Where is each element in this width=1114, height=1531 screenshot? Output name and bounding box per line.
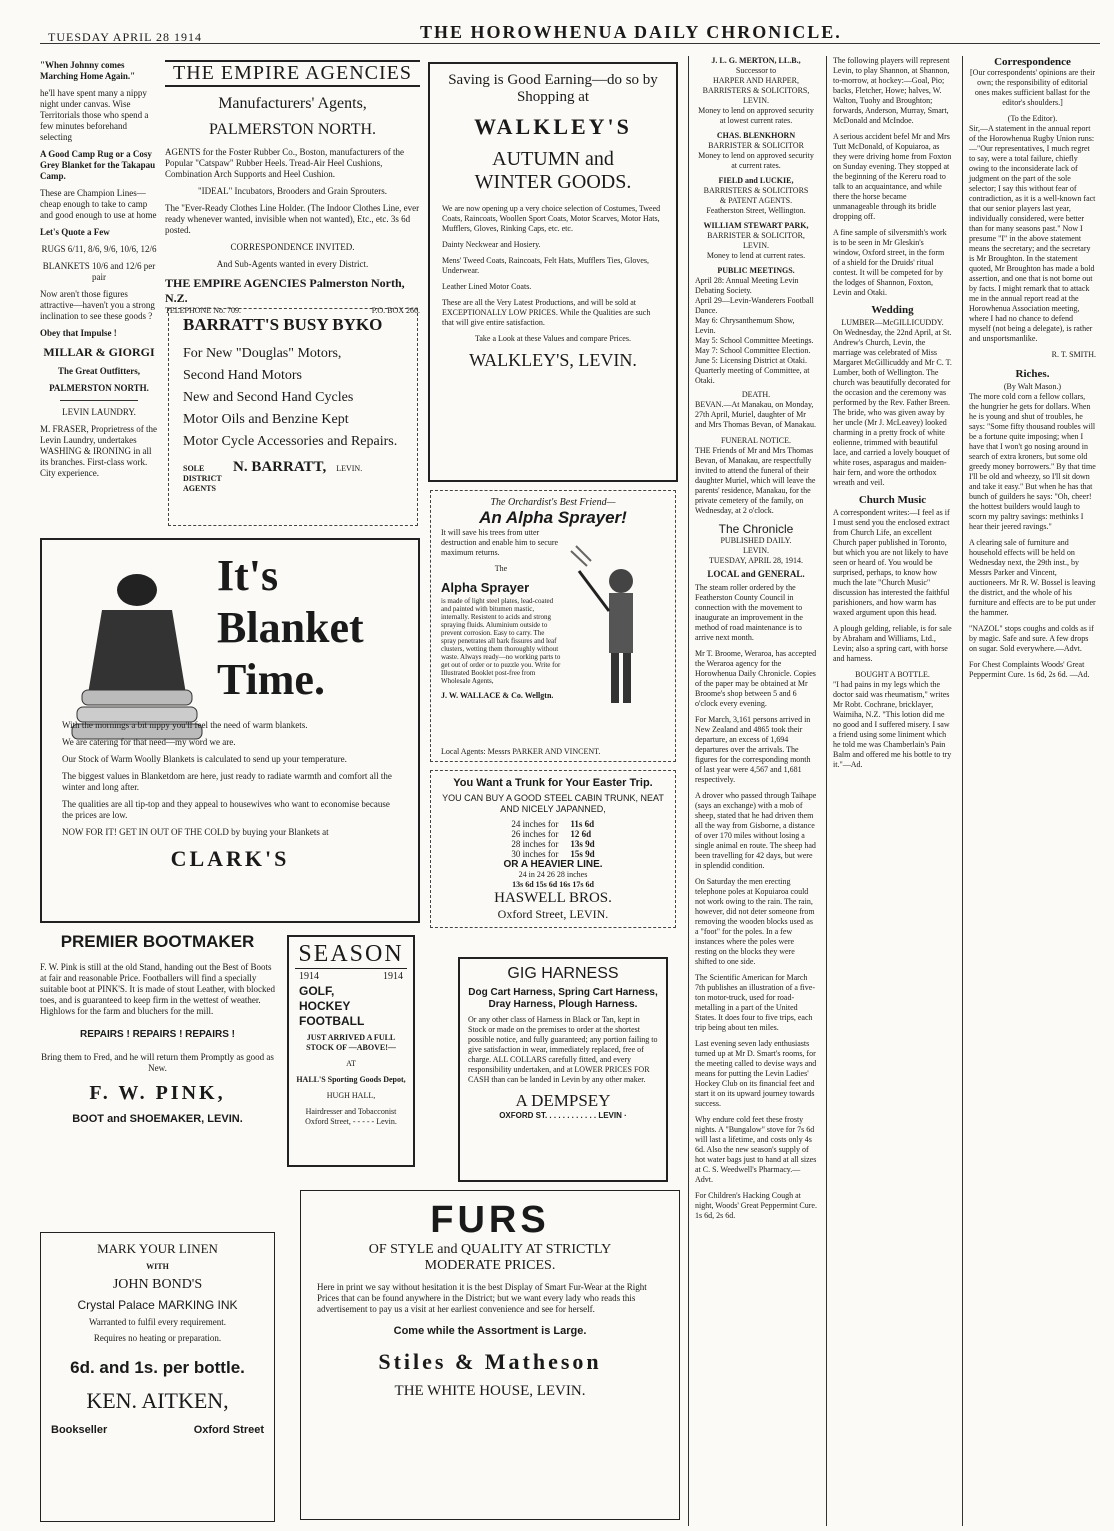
empire-correspondence: CORRESPONDENCE INVITED. bbox=[230, 242, 355, 252]
premier-bring: Bring them to Fred, and he will return them Promptly as good as New. bbox=[41, 1052, 274, 1073]
empire-phone: TELEPHONE No. 709. bbox=[165, 306, 241, 315]
trunk-price: 15s 9d bbox=[570, 849, 595, 859]
linen-line-6: Requires no heating or preparation. bbox=[93, 1333, 222, 1343]
church-music-body: A correspondent writes:—I feel as if I must send you the enclosed extract from Church Life, an excellent Church paper published in Toronto, but which you are not likely to have seen or heard of. You would be surprised, perhaps, to know how much the late "Church Music" discussion has interested the faithful parishioners, and how warm has waxed argument upon this head. bbox=[833, 508, 950, 617]
table-row bbox=[505, 839, 600, 849]
trunk-size: 26 inches for bbox=[511, 829, 559, 839]
local-para-2: Mr T. Broome, Weraroa, has accepted the Weraroa agency for the Horowhenua Daily Chronicle. Copies of the paper may be obtained at Mr Broome's shop between 5 and 6 o'clock every evening. bbox=[695, 649, 817, 708]
barratt-lines bbox=[183, 343, 403, 453]
trunk-price: 13s 9d bbox=[570, 839, 595, 849]
local-para-5: On Saturday the men erecting telephone poles at Kopuiaroa could not work owing to the rain. The rain, however, did not deter someone from removing the wooden blocks used as a "foot" for the poles. In a few instances where the poles were resting on the blocks they were shifted to one side. bbox=[695, 877, 815, 966]
column-legal-local bbox=[688, 56, 823, 1526]
furs-firm: Stiles & Matheson bbox=[378, 1349, 602, 1374]
column-correspondence bbox=[962, 56, 1102, 1526]
funeral-notice: THE Friends of Mr and Mrs Thomas Bevan, of Manakau, are respectfully invited to attend the funeral of their daughter Muriel, which will leave the parents' residence, Manakau, for the private cemetery of the family, on Wednesday, at 2 o'clock. bbox=[695, 446, 816, 515]
clarks-name: CLARK'S bbox=[170, 846, 290, 871]
masthead-title: THE HOROWHENUA DAILY CHRONICLE. bbox=[420, 22, 842, 42]
death-notice: BEVAN.—At Manakau, on Monday, 27th April, Muriel, daughter of Mr and Mrs Thomas Bevan, of Manakau. bbox=[695, 400, 816, 429]
merton-line-6: Money to lend on approved security at lowest current rates. bbox=[698, 106, 814, 125]
walkley-para-2: Dainty Neckwear and Hosiery. bbox=[442, 240, 541, 249]
blanket-para-5: The qualities are all tip-top and they appeal to housewives who want to economise because the prices are low. bbox=[62, 799, 390, 820]
plough-ad: A plough gelding, reliable, is for sale by Abraham and Williams, Ltd., Levin; also a spring cart, with horse and harness. bbox=[833, 624, 952, 663]
merton-line-3: HARPER AND HARPER, bbox=[712, 76, 799, 85]
table-row bbox=[505, 849, 600, 859]
blanket-para-2: We are catering for that need—my word we are. bbox=[62, 737, 236, 747]
list-item: June 5: Licensing District at Otaki. Quarterly meeting of Committee, at Otaki. bbox=[695, 356, 810, 385]
gig-name: A DEMPSEY bbox=[515, 1091, 611, 1110]
walkley-footer: WALKLEY'S, LEVIN. bbox=[469, 350, 637, 370]
season-name: HUGH HALL, bbox=[326, 1091, 376, 1100]
barratt-line-1: For New "Douglas" Motors, bbox=[183, 346, 342, 361]
merton-card bbox=[695, 56, 817, 126]
table-row bbox=[505, 819, 600, 829]
linen-footer bbox=[51, 1424, 264, 1436]
list-item: April 29—Levin-Wanderers Football Dance. bbox=[695, 296, 814, 315]
blanket-para-4: The biggest values in Blanketdom are here, just ready to radiate warmth and comfort all the winter and long after. bbox=[62, 771, 392, 792]
blanket-para-1: With the mornings a bit nippy you'll feel the need of warm blankets. bbox=[62, 720, 308, 730]
alpha-name: Alpha Sprayer bbox=[441, 580, 530, 595]
barratt-byko-ad bbox=[168, 308, 418, 526]
bungalow-ad: Why endure cold feet these frosty nights. A "Bungalow" stove for 7s 6d will last a lifetime, and costs only 4s 6d. Also the new season's supply of hot water bags just to hand at all sizes at C. S. Weedwell's Pharmacy.—Advt. bbox=[695, 1115, 817, 1184]
alpha-sub: The bbox=[494, 564, 508, 573]
linen-line-2: WITH bbox=[146, 1262, 169, 1271]
death-title: DEATH. bbox=[741, 390, 771, 399]
local-para-3: For March, 3,161 persons arrived in New Zealand and 4865 took their departure, an excess of 1,694 departures over the arrivals. The figures for the corresponding month of last year were 4,567 and 1,681 respectively. bbox=[695, 715, 811, 784]
merton-line-1: J. L. G. MERTON, LL.B., bbox=[711, 56, 801, 65]
walkley-para-6: Take a Look at these Values and compare Prices. bbox=[475, 334, 631, 343]
park-line-2: BARRISTER & SOLICITOR, bbox=[707, 231, 805, 240]
johnny-heading: "When Johnny comes Marching Home Again." bbox=[40, 60, 136, 81]
linen-line-4: Crystal Palace MARKING INK bbox=[77, 1298, 238, 1312]
marking-ink-ad bbox=[40, 1232, 275, 1522]
bought-bottle-title: BOUGHT A BOTTLE. bbox=[855, 670, 930, 679]
walkley-headline: Saving is Good Earning—do so by Shopping at bbox=[448, 72, 658, 105]
quote-heading: Let's Quote a Few bbox=[40, 227, 110, 237]
season-year-1: 1914 bbox=[299, 971, 319, 982]
season-arrived: JUST ARRIVED A FULL STOCK OF —ABOVE!— bbox=[306, 1033, 396, 1052]
empire-body-1: AGENTS for the Foster Rubber Co., Boston, manufacturers of the Popular "Catspaw" Rubber Heels. Tread-Air Heel Cushions, Combination Arch Supports and Heel Cushion. bbox=[165, 147, 404, 179]
walkley-season-2: WINTER GOODS. bbox=[474, 171, 632, 193]
empire-body-3: The "Ever-Ready Clothes Line Holder. (The Indoor Clothes Line, ever ready whenever wanted, invisible when not wanted), Etc., etc. 3s 6d posted. bbox=[165, 203, 420, 235]
table-row bbox=[505, 829, 600, 839]
news-para-2: A serious accident befel Mr and Mrs Tutt McDonald, of Kopuiaroa, as they were driving home from Foxton on Sunday evening. They stopped at the beginning of the Kereru road to talk to an acquaintance, and while there the horse became unmanageable through its bridle dropping off. bbox=[833, 132, 952, 221]
blanket-title-2: Blanket bbox=[217, 603, 364, 652]
firm-name: MILLAR & GIORGI bbox=[43, 345, 155, 359]
barratt-line-5: Motor Cycle Accessories and Repairs. bbox=[183, 434, 398, 449]
letter-signature: R. T. SMITH. bbox=[1051, 350, 1096, 359]
trunk-price: 11s 6d bbox=[570, 819, 595, 829]
barratt-town: LEVIN. bbox=[336, 464, 363, 473]
blankets-prices: BLANKETS 10/6 and 12/6 per pair bbox=[42, 261, 156, 282]
riches-byline: (By Walt Mason.) bbox=[1003, 382, 1062, 391]
premier-repairs: REPAIRS ! REPAIRS ! REPAIRS ! bbox=[79, 1029, 235, 1040]
blanket-headline bbox=[217, 550, 364, 706]
trunk-ad bbox=[430, 770, 676, 928]
blanket-time-ad bbox=[40, 538, 420, 923]
linen-name: KEN. AITKEN, bbox=[86, 1388, 229, 1413]
linen-price: 6d. and 1s. per bottle. bbox=[70, 1358, 245, 1377]
field-line-1: FIELD and LUCKIE, bbox=[718, 176, 794, 185]
laundry-title: LEVIN LAUNDRY. bbox=[62, 407, 136, 417]
chest-ad: For Chest Complaints Woods' Great Peppermint Cure. 1s 6d, 2s 6d. —Ad. bbox=[969, 660, 1090, 679]
gig-subtitle: Dog Cart Harness, Spring Cart Harness, Dray Harness, Plough Harness. bbox=[468, 987, 658, 1010]
barratt-line-2: Second Hand Motors bbox=[183, 368, 302, 383]
local-para-6: The Scientific American for March 7th publishes an illustration of a five-ton motor-truck, used for road-metalling in a part of the United States. It does four to five trips, each trip being about ten miles. bbox=[695, 973, 815, 1032]
trunk-address: Oxford Street, LEVIN. bbox=[497, 907, 609, 921]
season-year-2: 1914 bbox=[383, 971, 403, 982]
furs-subtitle-2: MODERATE PRICES. bbox=[424, 1258, 556, 1273]
issue-date: TUESDAY APRIL 28 1914 bbox=[48, 30, 203, 44]
alpha-title: An Alpha Sprayer! bbox=[479, 508, 627, 527]
premier-trade: BOOT and SHOEMAKER, LEVIN. bbox=[72, 1113, 243, 1125]
list-item: April 28: Annual Meeting Levin Debating Society. bbox=[695, 276, 799, 295]
riches-body: The more cold corn a fellow collars, the hungrier he gets for dollars. When he is young and shut of troubles, he says: "Some fifty thousand roubles will be a fortune quite imposing; when I have that I won't go nosing around in search of extra kroners, but some old greedy money borrowers." By that time I'll be old and wheezy, so I'll sit down and take it easy." But when he has that bunch of guilders he says: "Oh, cheer! the hottest builders would laugh to scorn my paltry savings: methinks I hear their jeered ravings." bbox=[969, 392, 1096, 531]
barratt-title: BARRATT'S BUSY BYKO bbox=[183, 315, 383, 334]
empire-title: THE EMPIRE AGENCIES bbox=[165, 60, 420, 87]
wedding-title: Wedding bbox=[871, 304, 914, 316]
gig-address: OXFORD ST. . . . . . . . . . . . LEVIN · bbox=[499, 1111, 627, 1120]
blanket-body bbox=[62, 720, 398, 872]
merton-line-2: Successor to bbox=[735, 66, 777, 75]
empire-sub-agents: And Sub-Agents wanted in every District. bbox=[216, 259, 369, 269]
linen-street: Oxford Street bbox=[193, 1424, 264, 1436]
gig-body: Or any other class of Harness in Black or Tan, kept in Stock or made on the premises to order at the shortest possible notice, and fully guaranteed; any portion failing to give satisfaction in wear, immediately replaced, free of charge. ALL COLLARS carefully fitted, and every responsibility undertaken, and at LOWER PRICES FOR CASH than can be landed in Levin by any other maker. bbox=[468, 1015, 658, 1084]
walkley-para-1: We are now opening up a very choice selection of Costumes, Tweed Coats, Raincoats, Woollen Sport Coats, Motor Scarves, Motor Hats, Mufflers, Gloves, Rinking Caps, etc. etc. bbox=[442, 204, 661, 233]
trunk-title: You Want a Trunk for Your Easter Trip. bbox=[453, 777, 653, 789]
season-depot: HALL'S Sporting Goods Depot, bbox=[296, 1075, 406, 1084]
linen-line-3: JOHN BOND'S bbox=[112, 1277, 203, 1292]
furs-subtitle: OF STYLE and QUALITY AT STRICTLY bbox=[368, 1242, 612, 1257]
blenkhorn-line-2: BARRISTER & SOLICITOR bbox=[708, 141, 804, 150]
blanket-title-3: Time. bbox=[217, 655, 325, 704]
walkley-para-3: Mens' Tweed Coats, Raincoats, Felt Hats, Mufflers Ties, Gloves, Underwear. bbox=[442, 256, 650, 275]
nazol-ad: "NAZOL" stops coughs and colds as if by magic. Safe and sure. A few drops on sugar. Sold everywhere.—Advt. bbox=[969, 624, 1094, 653]
news-para-3: A fine sample of silversmith's work is to be seen in Mr Gleskin's window, Oxford street, in the form of a shield for the Druids' ritual contest. It will be competed for by the lodges of Shannon, Foxton, Levin and Otaki. bbox=[833, 228, 947, 297]
premier-title: PREMIER BOOTMAKER bbox=[60, 932, 255, 951]
funeral-title: FUNERAL NOTICE. bbox=[721, 436, 791, 445]
wedding-body: On Wednesday, the 22nd April, at St. Andrew's Church, Levin, the marriage was celebrated of Miss Margaret McGillicuddy and Mr C. T. Lumber, both of Wellington. The church was beautifully decorated for the occasion and the ceremony was performed by the Rev. Father Breen. The bride, who was given away by her uncle (Mr J. McLeavey) looked charming in a pretty frock of white eolienne, trimmed with beautiful lace, and carried a lovely bouquet of white roses, asparagus and maiden-hair fern, and wore the orthodox wreath and veil. bbox=[833, 328, 952, 487]
man-spraying-illustration bbox=[571, 541, 666, 731]
empire-box: P.O. BOX 266. bbox=[371, 306, 420, 315]
alpha-tagline: The Orchardist's Best Friend— bbox=[490, 497, 616, 508]
letter-salutation: (To the Editor). bbox=[1007, 114, 1058, 123]
linen-line-5: Warranted to fulfil every requirement. bbox=[89, 1317, 226, 1327]
alpha-agent: J. W. WALLACE & Co. Wellgtn. bbox=[441, 691, 554, 700]
premier-body: F. W. Pink is still at the old Stand, handing out the Best of Boots at fair and reasonable Price. Footballers will find a specially suitable boot at PINK'S. It is made of stout Leather, with blocked toes, and is guaranteed to keep firm in the wettest of weather. Highlows for the farm and bluchers for the mill. bbox=[40, 962, 275, 1016]
laundry-body: M. FRASER, Proprietress of the Levin Laundry, undertakes WASHING & IRONING in all its branches. First-class work. City experience. bbox=[40, 424, 157, 478]
blanket-para-3: Our Stock of Warm Woolly Blankets is calculated to send up your temperature. bbox=[62, 754, 347, 764]
trunk-size: 24 inches for bbox=[511, 819, 559, 829]
letter-body: Sir,—A statement in the annual report of the Horowhenua Rugby Union runs:—"Our representatives, I much regret to say, were a total failure, chiefly owing to the inconsiderate lack of judgment on the part of the sole selector; I say this without fear of contradiction, as it is a well-known fact that our senior players last year, individually considered, were better than for many seasons past." Now I presume "I" in the above statement means the secretary; and the secretary is Mr Broughton. In the statement quoted, Mr Broughton has made a bold assertion, and one that is not borne out by facts. I might remark that to attack me in the annual report read at the Horowhenua Association meeting, where I had no chance to defend myself (not being a delegate), is rather and unsportsmanlike. bbox=[969, 124, 1096, 343]
merton-line-5: LEVIN. bbox=[743, 96, 769, 105]
trunk-heavier-sizes: 24 in 24 26 28 inches bbox=[518, 870, 588, 879]
meetings-list bbox=[695, 276, 817, 386]
meetings-title: PUBLIC MEETINGS. bbox=[717, 266, 795, 275]
merton-line-4: BARRISTERS & SOLICITORS, bbox=[702, 86, 810, 95]
field-line-3: & PATENT AGENTS. bbox=[719, 196, 793, 205]
local-general-title: LOCAL and GENERAL. bbox=[707, 569, 805, 579]
blenkhorn-line-1: CHAS. BLENKHORN bbox=[716, 131, 796, 140]
walkley-name: WALKLEY'S bbox=[474, 114, 632, 139]
riches-title: Riches. bbox=[1015, 368, 1050, 380]
furs-title: FURS bbox=[430, 1199, 550, 1241]
park-card bbox=[695, 221, 817, 261]
furs-ad bbox=[300, 1190, 680, 1520]
trunk-sub: YOU CAN BUY A GOOD STEEL CABIN TRUNK, NEAT AND NICELY JAPANNED, bbox=[442, 793, 664, 814]
chronicle-masthead: The Chronicle bbox=[718, 522, 794, 536]
correspondence-title: Correspondence bbox=[994, 56, 1071, 68]
trunk-price: 12 6d bbox=[570, 829, 592, 839]
barratt-agents: SOLE DISTRICT AGENTS bbox=[183, 464, 222, 493]
figures-body: Now aren't those figures attractive—haven't you a strong inclination to see these goods ? bbox=[40, 289, 155, 321]
local-para-1: The steam roller ordered by the Featherston County Council in connection with the movement to inaugurate an improvement in the method of road maintenance is to arrive next month. bbox=[695, 583, 803, 642]
season-sports bbox=[299, 984, 407, 1029]
blenkhorn-line-3: Money to lend on approved security at current rates. bbox=[698, 151, 814, 170]
empire-subtitle: Manufacturers' Agents, bbox=[218, 95, 367, 112]
season-title: SEASON bbox=[295, 941, 407, 969]
correspondence-note: [Our correspondents' opinions are their own; the responsibility of editorial ones makes sufficient ballast for the editor's shoulders.] bbox=[970, 68, 1095, 107]
park-line-1: WILLIAM STEWART PARK, bbox=[703, 221, 809, 230]
season-years bbox=[299, 971, 403, 982]
blanket-title-1: It's bbox=[217, 551, 279, 600]
season-sport-3: FOOTBALL bbox=[299, 1014, 365, 1028]
trunk-size: 28 inches for bbox=[511, 839, 559, 849]
barratt-name: N. BARRATT, bbox=[233, 459, 327, 475]
empire-body-2: "IDEAL" Incubators, Brooders and Grain Sprouters. bbox=[197, 186, 388, 196]
editorial-date: TUESDAY, APRIL 28, 1914. bbox=[709, 556, 803, 565]
walkley-para-4: Leather Lined Motor Coats. bbox=[442, 282, 532, 291]
season-ad bbox=[287, 935, 415, 1167]
walkley-para-5: These are all the Very Latest Productions, and will be sold at EXCEPTIONALLY LOW PRICES. While the Qualities are such that will give entire satisfaction. bbox=[442, 298, 651, 327]
premier-name: F. W. PINK, bbox=[89, 1082, 226, 1104]
firm-subtitle: The Great Outfitters, bbox=[57, 366, 141, 376]
walkley-season-1: AUTUMN and bbox=[492, 148, 614, 170]
barratt-footer bbox=[183, 459, 403, 494]
camp-rug-heading: A Good Camp Rug or a Cosy Grey Blanket for the Takapau Camp. bbox=[40, 149, 156, 181]
list-item: May 6: Chrysanthemum Show, Levin. bbox=[695, 316, 795, 335]
empire-agencies-ad bbox=[165, 60, 420, 315]
blanket-para-6: NOW FOR IT! GET IN OUT OF THE COLD by buying your Blankets at bbox=[62, 827, 329, 837]
alpha-intro: It will save his trees from utter destruction and enable him to secure maximum returns. bbox=[441, 528, 559, 557]
barratt-line-4: Motor Oils and Benzine Kept bbox=[183, 412, 349, 427]
trunk-heavier-prices: 13s 6d 15s 6d 16s 17s 6d bbox=[512, 880, 594, 889]
millar-giorgi-ad bbox=[40, 60, 158, 530]
trunk-heavier: OR A HEAVIER LINE. bbox=[503, 859, 603, 870]
clearing-sale: A clearing sale of furniture and household effects will be held on Wednesday next, the 29th inst., by Messrs Parker and Vincent, auctioneers. Mr R. W. Bossel is leaving the district, and the whole of his furniture and effects are to be put under the hammer. bbox=[969, 538, 1096, 617]
news-para-1: The following players will represent Levin, to play Shannon, at Shannon, to-morrow, at hockey:—Goal, Pio; backs, Fletcher, Howe; halves, W. Walton, Tuohy and Broughton; forwards, Anderson, Murray, Smart, McDonald and McIndoe. bbox=[833, 56, 950, 125]
cough-ad: For Children's Hacking Cough at night, Woods' Great Peppermint Cure. 1s 6d, 2s 6d. bbox=[695, 1191, 817, 1220]
local-para-7: Last evening seven lady enthusiasts turned up at Mr D. Smart's rooms, for the meeting called to devise ways and means for putting the Levin Ladies' Hockey Club on its financial feet and start it on its upward journey towards success. bbox=[695, 1039, 817, 1108]
furs-house: THE WHITE HOUSE, LEVIN. bbox=[394, 1383, 586, 1399]
alpha-body: is made of light steel plates, lead-coated and painted with bitumen mastic, internally. Resistent to acids and strong spraying fluids. Aluminium outside to prevent corrosion. Easy to carry. The spray penetrates all bark fissures and leaf clusters, wetting them thoroughly without waste. Always ready—no working parts to get out of order or to puzzle you. Write for Illustrated Booklet post-free from Wholesale Agents, bbox=[441, 597, 561, 685]
gig-title: GIG HARNESS bbox=[507, 965, 619, 982]
johnny-body: he'll have spent many a nippy night under canvas. Wise Territorials those who spend a few minutes beforehand selecting bbox=[40, 88, 149, 142]
empire-city: PALMERSTON NORTH. bbox=[208, 121, 377, 138]
alpha-sprayer-ad bbox=[430, 490, 676, 762]
field-line-2: BARRISTERS & SOLICITORS bbox=[703, 186, 809, 195]
barratt-line-3: New and Second Hand Cycles bbox=[183, 390, 354, 405]
published-line: PUBLISHED DAILY. bbox=[720, 536, 792, 545]
rugs-prices: RUGS 6/11, 8/6, 9/6, 10/6, 12/6 bbox=[41, 244, 157, 254]
camp-rug-body: These are Champion Lines—cheap enough to take to camp and good enough to use at home bbox=[40, 188, 157, 220]
trunk-price-table bbox=[505, 819, 600, 859]
linen-trade: Bookseller bbox=[51, 1424, 108, 1436]
field-line-4: Featherston Street, Wellington. bbox=[706, 206, 806, 215]
season-sport-1: GOLF, bbox=[299, 984, 335, 998]
firm-city: PALMERSTON NORTH. bbox=[49, 383, 149, 393]
column-news bbox=[826, 56, 958, 1526]
local-para-4: A drover who passed through Taihape (says an exchange) with a mob of sheep, stated that he had driven them all the way from Gisborne, a distance of over 170 miles without losing a single animal en route. The sheep had been travelling for 42 days, but were in splendid condition. bbox=[695, 791, 817, 870]
linen-line-1: MARK YOUR LINEN bbox=[97, 1241, 218, 1256]
wedding-subtitle: LUMBER—McGILLICUDDY. bbox=[841, 318, 944, 327]
levin-line: LEVIN. bbox=[743, 546, 769, 555]
newspaper-header bbox=[40, 4, 1100, 44]
field-luckie-card bbox=[695, 176, 817, 216]
furs-come: Come while the Assortment is Large. bbox=[393, 1325, 587, 1337]
obey-line: Obey that Impulse ! bbox=[40, 328, 117, 338]
trunk-firm: HASWELL BROS. bbox=[494, 890, 612, 906]
furs-body: Here in print we say without hesitation it is the best Display of Smart Fur-Wear at the Right Prices that can be found anywhere in the District; but we want every lady who reads this advertisement to pay us a visit at her earliest convenience and see for herself. bbox=[317, 1282, 647, 1314]
season-at: AT bbox=[346, 1059, 356, 1068]
trunk-size: 30 inches for bbox=[511, 849, 559, 859]
church-music-title: Church Music bbox=[858, 494, 927, 506]
blenkhorn-card bbox=[695, 131, 817, 171]
alpha-local-agents: Local Agents: Messrs PARKER AND VINCENT. bbox=[441, 747, 601, 756]
season-trade: Hairdresser and Tobacconist Oxford Street, - - - - - Levin. bbox=[305, 1107, 397, 1126]
season-sport-2: HOCKEY bbox=[299, 999, 351, 1013]
list-item: May 7: School Committee Election. bbox=[695, 346, 811, 355]
premier-bootmaker-ad bbox=[40, 932, 275, 1224]
walkleys-ad bbox=[428, 62, 678, 482]
list-item: May 5: School Committee Meetings. bbox=[695, 336, 814, 345]
park-line-4: Money to lend at current rates. bbox=[706, 251, 806, 260]
park-line-3: LEVIN. bbox=[743, 241, 769, 250]
gig-harness-ad bbox=[458, 957, 668, 1182]
divider bbox=[60, 400, 138, 401]
bought-bottle-body: "I had pains in my legs which the doctor said was rheumatism," writes Mr Robt. Cochrane, bricklayer, Waimiha, N.Z. "This lotion did me no good and I suffered misery. I saw a friend using some liniment which he told me was Chamberlain's Pain Balm and offered me his bottle to try it."—Ad. bbox=[833, 680, 952, 769]
empire-footer: THE EMPIRE AGENCIES Palmerston North, N.Z. bbox=[165, 276, 405, 305]
